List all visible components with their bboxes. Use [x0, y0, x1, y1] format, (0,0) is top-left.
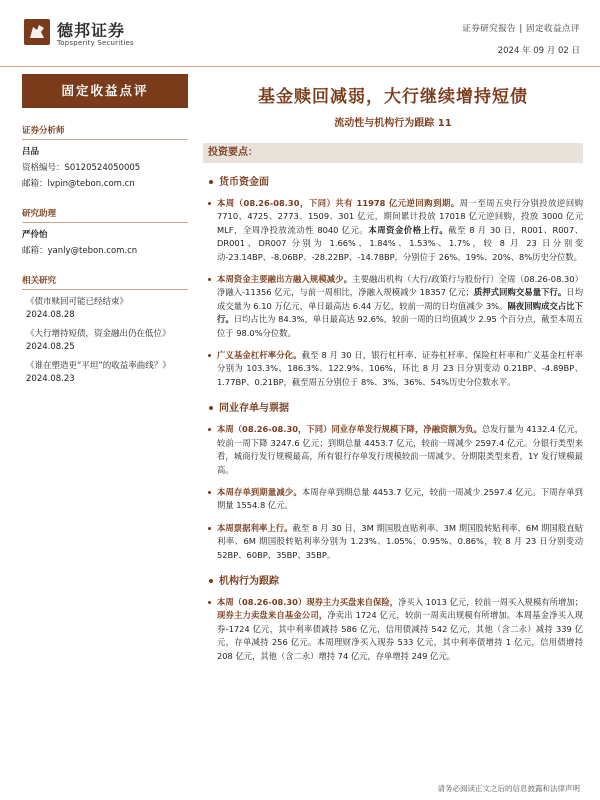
- para-body: 周一至周五央行分别投放逆回购 7710、4725、2773、1509、301 亿元，期间累计投放 17018 亿元逆回购，投放 3000 亿元 MLF，全周净投放流动性 8040 亿元。: [217, 198, 583, 235]
- logo-text-cn: 德邦证券: [57, 21, 126, 40]
- key-points-bar: 投资要点：: [203, 143, 583, 163]
- related-report-date: 2024.08.25: [26, 342, 75, 352]
- para-tail-2: 日均占比为 84.3%，单日最高达 92.6%，较前一周的日均值减少 2.95 个百分点，截至本周五位于 98.0%分位数。: [217, 314, 583, 338]
- assistant-email[interactable]: 邮箱：yanly@tebon.com.cn: [22, 246, 138, 256]
- para-lead: 本周票据利率上行。: [217, 522, 293, 533]
- para-bold: 本周资金价格上行。: [368, 224, 449, 235]
- related-heading: 相关研究: [22, 274, 188, 290]
- related-report-date: 2024.08.28: [26, 310, 75, 320]
- para-body: 主要融出机构（大行/政策行与股份行）全周（08.26-08.30）净融入-11356 亿元，与前一周相比，净融入规模减少 18357 亿元；: [217, 274, 583, 298]
- analyst-name: 吕品: [22, 147, 40, 157]
- paragraph-lenders: [203, 273, 583, 340]
- para-lead: 本周资金主要融出方融入规模减少。: [217, 274, 353, 285]
- sidebar: [22, 74, 188, 594]
- sidebar-title: 固定收益点评: [22, 74, 188, 108]
- para-lead: 本周存单到期量减少。: [217, 486, 302, 497]
- analyst-heading: 证券分析师: [22, 124, 188, 140]
- para-body: 总发行量为 4132.4 亿元，较前一周下降 3247.6 亿元；到期总量 4453.7 亿元，较前一周减少 2597.4 亿元。分银行类型来看，城商行发行规模最高，所有银行存单发行规模较前一周减少。分期限类型来看，1Y 发行规模最高。: [217, 424, 583, 475]
- related-report-link[interactable]: [22, 328, 188, 354]
- assistant-heading: 研究助理: [22, 207, 188, 223]
- header-divider: [0, 66, 600, 67]
- related-report-date: 2024.08.23: [26, 374, 75, 384]
- assistant-name: 严伶怡: [22, 230, 48, 240]
- para-tail: 日均成交量为 6.10 万亿元，单日最高达 6.44 万亿，较前一周的日均值减少 3%。: [217, 287, 583, 311]
- report-type: 证券研究报告 | 固定收益点评: [462, 24, 580, 34]
- analyst-cert: 资格编号：S0120524050005: [22, 163, 141, 173]
- para-bold: 质押式回购交易量下行。: [473, 287, 567, 298]
- para-body: 净买入 1013 亿元，较前一周买入规模有所增加；: [398, 596, 583, 607]
- para-body: 截至 8 月 30 日，银行杠杆率、证券杠杆率、保险杠杆率和广义基金杠杆率分别为 103.3%、186.3%、122.9%、106%，环比 8 月 23 日分别变动 0.21BP、-4.89BP、1.77BP、0.21BP，截至周五分别位于 8%、3%、36%、54%历史分位数水平。: [217, 350, 583, 387]
- para-bold-2: 隔夜回购成交占比下行。: [217, 300, 583, 325]
- paragraph-bill-rates: [203, 522, 583, 562]
- paragraph-leverage: [203, 349, 583, 389]
- analyst-email[interactable]: 邮箱：lvpin@tebon.com.cn: [22, 179, 135, 189]
- report-date: 2024 年 09 月 02 日: [497, 46, 580, 56]
- main-content: [203, 74, 583, 663]
- para-lead: 本周（08.26-08.30，下同）共有 11978 亿元逆回购到期。: [217, 198, 460, 208]
- para-lead: 本周（08.26-08.30）现券主力买盘来自保险，: [217, 596, 399, 607]
- para-body: 截至 8 月 30 日，3M 期国股直贴利率、3M 期国股转贴利率、6M 期国股直贴利率、6M 期国股转贴利率分别为 1.23%、1.05%、0.95%、0.86%，较 8 月 23 日分别变动 52BP、60BP、35BP、35BP。: [217, 522, 583, 560]
- para-lead: 本周（08.26-08.30，下同）同业存单发行规模下降，净融资额为负。: [217, 424, 482, 435]
- tebon-logo-icon: [24, 19, 50, 45]
- page-header: [0, 0, 600, 66]
- paragraph-ncd-maturity: [203, 486, 583, 513]
- para-body-2: 净卖出 1724 亿元，较前一周卖出规模有所增加。本周基金净买入现券-1724 亿元，其中利率债减持 586 亿元，信用债减持 542 亿元，其他（含二永）减持 339 亿元，存单减持 256 亿元。本周理财净买入现券 533 亿元，其中利率债增持 1 亿元，信用债增持 208 亿元，其他（含二永）增持 74 亿元，存单增持 249 亿元。: [217, 610, 583, 661]
- related-report-title: 《债市赎回可能已经结束》: [26, 297, 129, 307]
- report-title: 基金赎回减弱，大行继续增持短债: [258, 87, 528, 107]
- related-report-title: 《大行增持短债，资金融出仍在低位》: [26, 329, 171, 339]
- report-subtitle: 流动性与机构行为跟踪 11: [334, 118, 452, 129]
- para-lead-2: 现券主力卖盘来自基金公司，: [217, 610, 328, 621]
- related-report-link[interactable]: [22, 296, 188, 322]
- section-heading-money-market: 货币资金面: [203, 173, 583, 188]
- section-heading-ncd-bills: 同业存单与票据: [203, 399, 583, 414]
- logo-text-en: Topsperity Securities: [57, 39, 134, 47]
- para-tail: 截至 8 月 30 日，R001、R007、DR001、DR007 分别为 1.66%、1.84%、1.53%、1.7%，较 8 月 23 日分别变动-23.14BP、-8.06BP、-28.22BP、-14.78BP，分别位于 26%、19%、20%、8%历史分位数。: [217, 224, 583, 262]
- para-lead: 广义基金杠杆率分化。: [217, 350, 302, 361]
- paragraph-institution-flows: [203, 596, 583, 663]
- section-heading-institutions: 机构行为跟踪: [203, 572, 583, 587]
- related-report-title: 《谁在塑造更“平坦”的收益率曲线？》: [26, 361, 171, 371]
- legal-footer: 请务必阅读正文之后的信息披露和法律声明: [437, 784, 580, 793]
- para-body: 本周存单到期总量 4453.7 亿元，较前一周减少 2597.4 亿元。下周存单到期量 1554.8 亿元。: [217, 486, 583, 511]
- paragraph-ncd-issuance: [203, 423, 583, 477]
- related-report-link[interactable]: [22, 360, 188, 386]
- paragraph-repo: [203, 197, 583, 264]
